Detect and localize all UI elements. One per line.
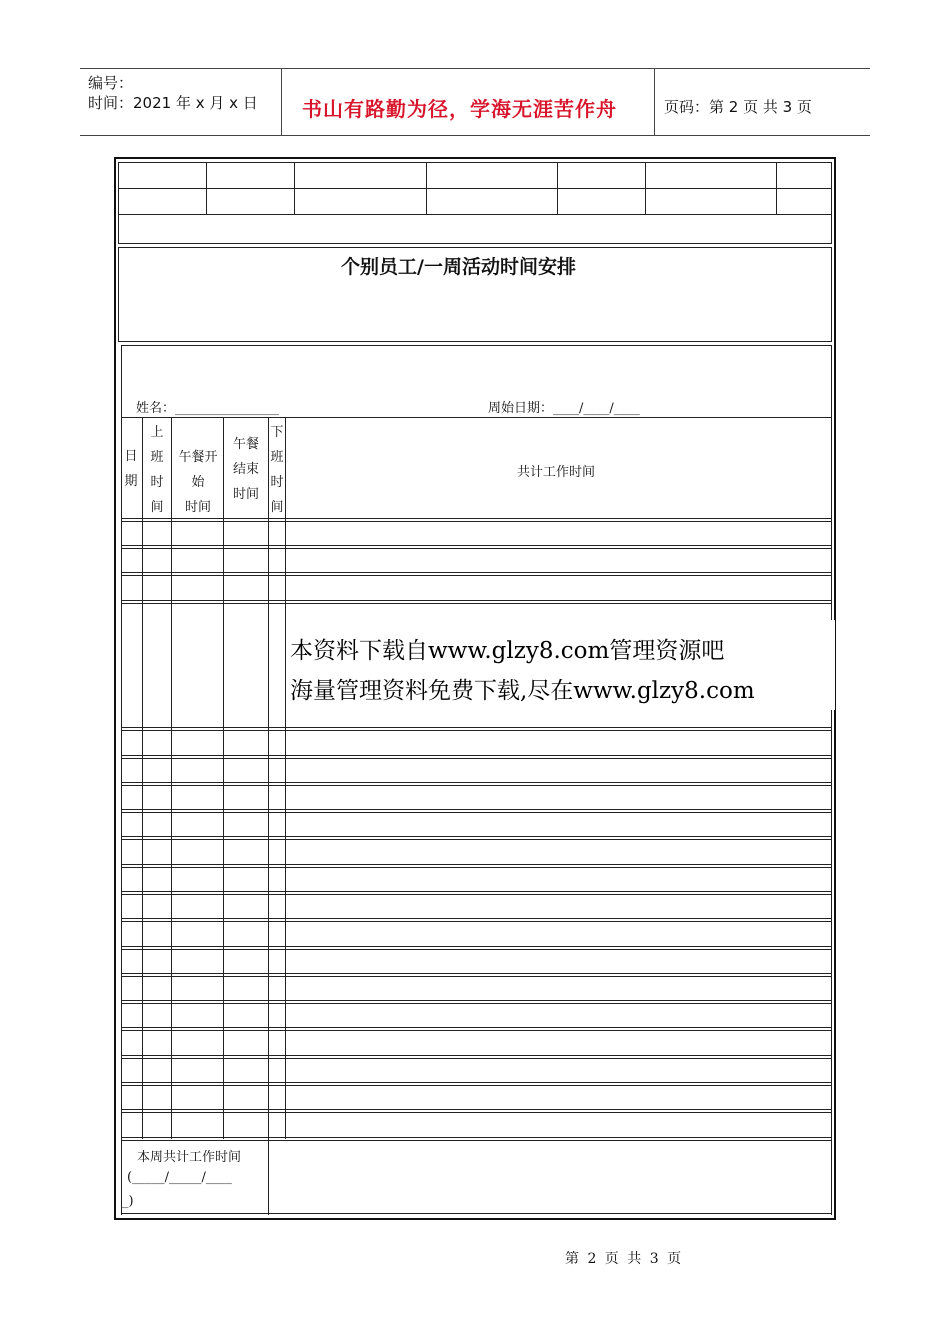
header-motto: 书山有路勤为径，学海无涯苦作舟 bbox=[302, 97, 617, 121]
table-row-rule bbox=[121, 1003, 832, 1004]
column-header-start-time: 上 班 时 间 bbox=[150, 425, 164, 515]
table-row-rule bbox=[121, 1140, 832, 1141]
header-code-label: 编号： bbox=[88, 74, 134, 92]
table-row-rule bbox=[121, 755, 832, 756]
table-row-rule bbox=[121, 548, 832, 549]
employee-name-field[interactable]: 姓名：________________ bbox=[136, 401, 280, 416]
table-row-rule bbox=[121, 1137, 832, 1138]
table-row-rule bbox=[121, 572, 832, 573]
table-row-rule bbox=[121, 785, 832, 786]
header-bottom-rule bbox=[80, 135, 870, 136]
footer-page-number: 第 2 页 共 3 页 bbox=[565, 1251, 682, 1267]
table-row-rule bbox=[121, 1030, 832, 1031]
table-row-rule bbox=[121, 949, 832, 950]
column-header-end-time: 下 班 时 间 bbox=[270, 425, 284, 515]
table-row-rule bbox=[121, 812, 832, 813]
table-row-rule bbox=[121, 730, 832, 731]
table-row-rule bbox=[121, 1027, 832, 1028]
table-row-rule bbox=[121, 918, 832, 919]
table-row-rule bbox=[121, 758, 832, 759]
form-title: 个别员工/一周活动时间安排 bbox=[341, 256, 576, 278]
table-row-rule bbox=[121, 545, 832, 546]
table-row-rule bbox=[121, 1055, 832, 1056]
table-row-rule bbox=[121, 946, 832, 947]
week-start-date-field[interactable]: 周始日期：____/____/____ bbox=[488, 401, 640, 416]
table-row-rule bbox=[121, 976, 832, 977]
table-row-rule bbox=[121, 521, 832, 522]
watermark-line-2: 海量管理资料免费下载,尽在www.glzy8.com bbox=[290, 678, 755, 704]
table-row-rule bbox=[121, 1085, 832, 1086]
table-row-rule bbox=[121, 973, 832, 974]
table-row-rule bbox=[121, 518, 832, 519]
weekly-total-label: 本周共计工作时间 bbox=[137, 1150, 242, 1165]
header-divider-right bbox=[654, 68, 655, 136]
column-header-lunch-end: 午餐 结束 时间 bbox=[232, 437, 259, 502]
table-row-rule bbox=[121, 1109, 832, 1110]
weekly-total-date-field[interactable]: (_____/_____/____ bbox=[127, 1170, 232, 1185]
table-row-rule bbox=[121, 891, 832, 892]
table-row-rule bbox=[121, 894, 832, 895]
table-row-rule bbox=[121, 1082, 832, 1083]
weekly-total-close: _) bbox=[122, 1194, 134, 1209]
column-header-lunch-start: 午餐开始 时间 bbox=[178, 450, 218, 515]
table-row-rule bbox=[121, 864, 832, 865]
table-row-rule bbox=[121, 600, 832, 601]
table-row-rule bbox=[121, 1000, 832, 1001]
table-row-rule bbox=[121, 836, 832, 837]
header-time-label: 时间：2021 年 x 月 x 日 bbox=[88, 94, 258, 112]
column-header-total-hours: 共计工作时间 bbox=[517, 465, 596, 480]
table-row-rule bbox=[121, 1058, 832, 1059]
table-row-rule bbox=[121, 727, 832, 728]
table-row-rule bbox=[121, 921, 832, 922]
table-row-rule bbox=[121, 867, 832, 868]
header-page-info: 页码：第 2 页 共 3 页 bbox=[664, 98, 812, 116]
table-row-rule bbox=[121, 575, 832, 576]
table-row-rule bbox=[121, 809, 832, 810]
table-row-rule bbox=[121, 782, 832, 783]
header-divider-left bbox=[281, 68, 282, 136]
column-header-date: 日 期 bbox=[124, 449, 138, 489]
watermark-line-1: 本资料下载自www.glzy8.com管理资源吧 bbox=[290, 638, 725, 664]
header-top-rule bbox=[80, 68, 870, 69]
table-row-rule bbox=[121, 839, 832, 840]
table-row-rule bbox=[121, 603, 832, 604]
table-row-rule bbox=[121, 1112, 832, 1113]
